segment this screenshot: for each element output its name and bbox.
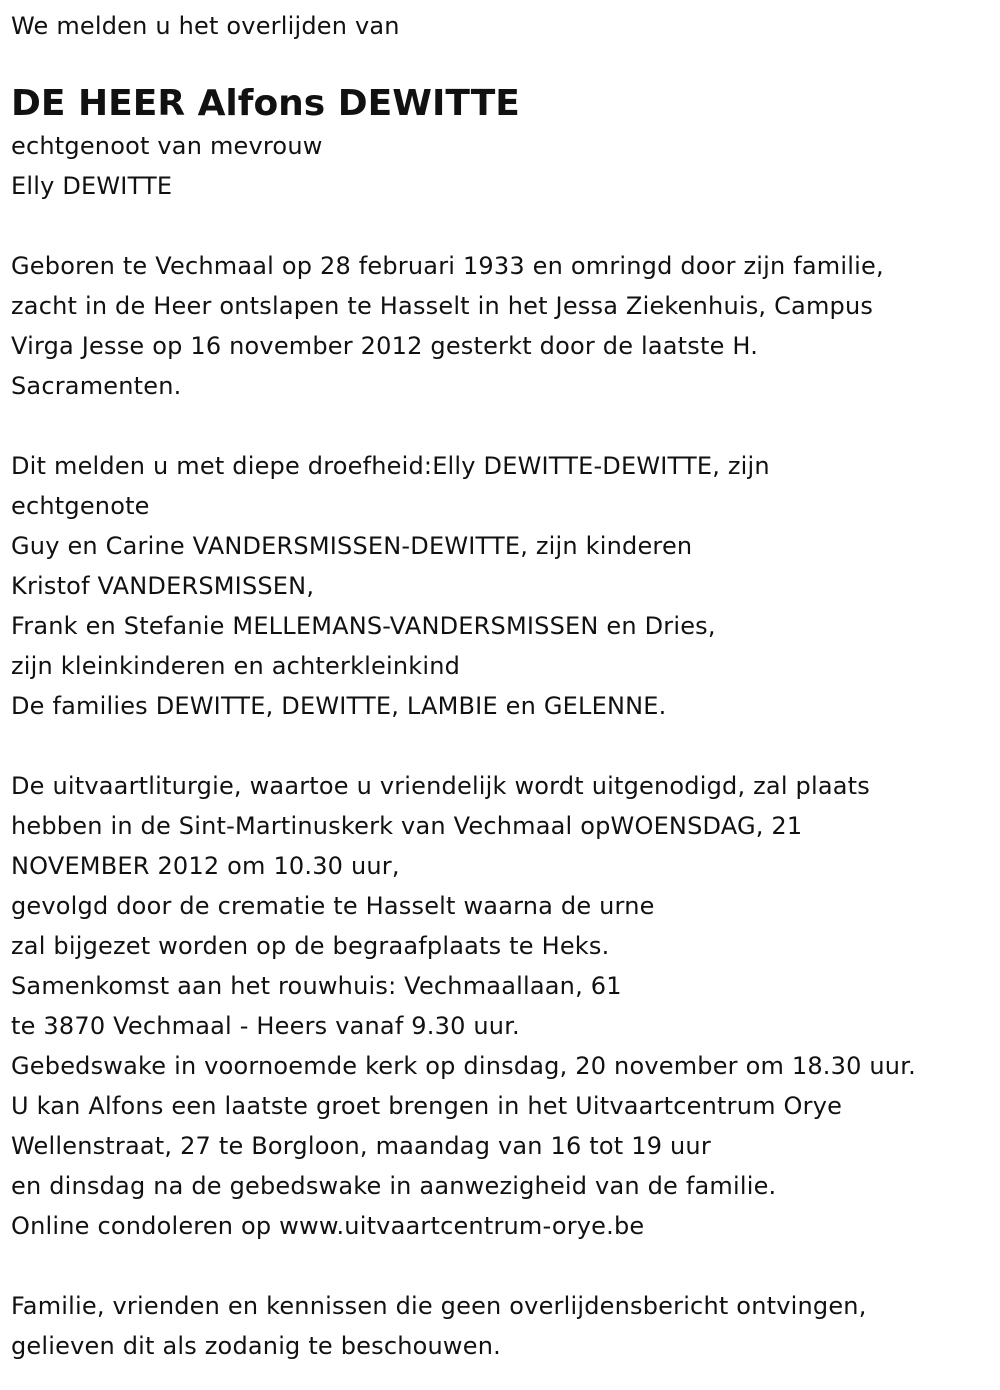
birth-death-line: Sacramenten. [11,372,182,400]
birth-death-line: zacht in de Heer ontslapen te Hasselt in het Jessa Ziekenhuis, Campus [11,292,874,320]
funeral-line: Gebedswake in voornoemde kerk op dinsdag, 20 november om 18.30 uur. [11,1052,916,1080]
paragraph-spacer [11,406,985,446]
funeral-line: te 3870 Vechmaal - Heers vanaf 9.30 uur. [11,1012,520,1040]
funeral-line: en dinsdag na de gebedswake in aanwezigheid van de familie. [11,1172,777,1200]
funeral-line: Online condoleren op www.uitvaartcentrum-orye.be [11,1212,645,1240]
funeral-line: Wellenstraat, 27 te Borgloon, maandag van 16 tot 19 uur [11,1132,711,1160]
closing-paragraph [11,1286,985,1366]
funeral-line: zal bijgezet worden op de begraafplaats te Heks. [11,932,610,960]
birth-death-line: Virga Jesse op 16 november 2012 gesterkt door de laatste H. [11,332,759,360]
funeral-line: gevolgd door de crematie te Hasselt waarna de urne [11,892,655,920]
funeral-line: U kan Alfons een laatste groet brengen in het Uitvaartcentrum Orye [11,1092,843,1120]
funeral-line: Samenkomst aan het rouwhuis: Vechmaallaan, 61 [11,972,622,1000]
closing-line: gelieven dit als zodanig te beschouwen. [11,1332,501,1360]
birth-death-line: Geboren te Vechmaal op 28 februari 1933 en omringd door zijn familie, [11,252,884,280]
family-line: De families DEWITTE, DEWITTE, LAMBIE en GELENNE. [11,692,667,720]
funeral-line: NOVEMBER 2012 om 10.30 uur, [11,852,400,880]
intro-text: We melden u het overlijden van [11,12,400,40]
paragraph-spacer [11,726,985,766]
family-paragraph [11,446,985,726]
family-line: Dit melden u met diepe droefheid:Elly DEWITTE-DEWITTE, zijn [11,452,770,480]
birth-death-paragraph [11,246,985,406]
family-line: Guy en Carine VANDERSMISSEN-DEWITTE, zijn kinderen [11,532,693,560]
paragraph-spacer [11,206,985,246]
family-line: Frank en Stefanie MELLEMANS-VANDERSMISSEN en Dries, [11,612,716,640]
funeral-line: hebben in de Sint-Martinuskerk van Vechmaal opWOENSDAG, 21 [11,812,803,840]
closing-line: Familie, vrienden en kennissen die geen overlijdensbericht ontvingen, [11,1292,867,1320]
spouse-block [11,126,985,206]
funeral-paragraph [11,766,985,1246]
paragraph-spacer [11,1246,985,1286]
family-line: echtgenote [11,492,150,520]
family-line: Kristof VANDERSMISSEN, [11,572,315,600]
deceased-name: DE HEER Alfons DEWITTE [11,83,520,124]
funeral-line: De uitvaartliturgie, waartoe u vriendelijk wordt uitgenodigd, zal plaats [11,772,870,800]
spouse-line: Elly DEWITTE [11,172,173,200]
family-line: zijn kleinkinderen en achterkleinkind [11,652,461,680]
spouse-line: echtgenoot van mevrouw [11,132,323,160]
